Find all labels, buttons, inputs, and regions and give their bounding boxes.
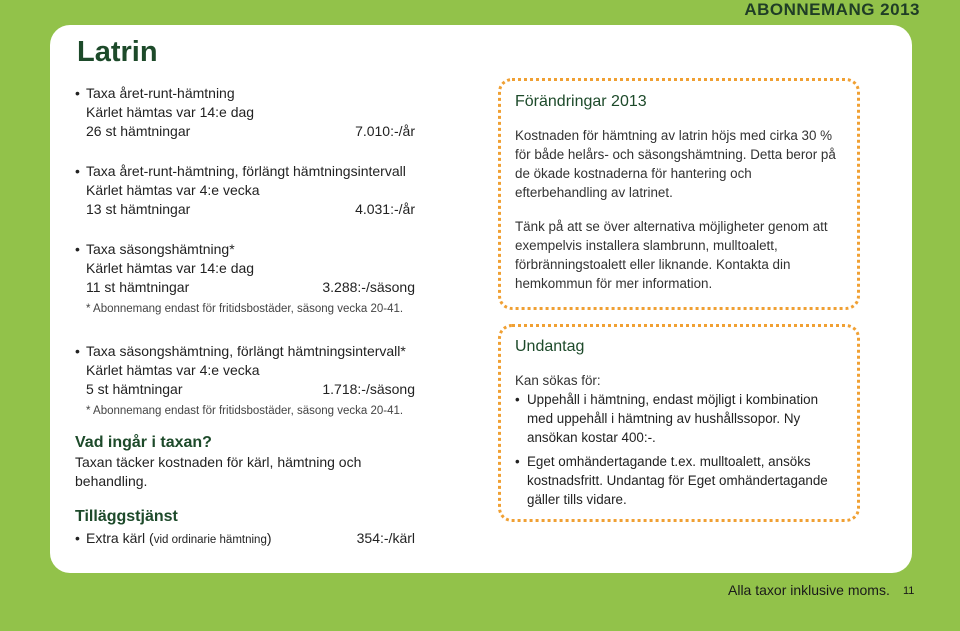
exceptions-list [515, 390, 843, 509]
tariff-frequency: Kärlet hämtas var 4:e vecka [86, 362, 260, 378]
tariff-count: 13 st hämtningar [86, 201, 191, 217]
extra-service-price: 354:-/kärl [356, 530, 415, 546]
bullet-icon: • [75, 241, 80, 257]
tariff-list [75, 84, 415, 550]
tariff-item [75, 84, 415, 141]
page-number: 11 [903, 585, 915, 597]
extra-service-detail: vid ordinarie hämtning [153, 534, 267, 546]
bullet-icon: • [75, 343, 80, 359]
bullet-icon: • [515, 454, 520, 469]
tariff-name: Taxa säsongshämtning* [86, 241, 235, 257]
footer-note: Alla taxor inklusive moms. [728, 582, 890, 598]
tariff-count: 5 st hämtningar [86, 381, 183, 397]
included-heading: Vad ingår i taxan? [75, 434, 212, 451]
changes-box [498, 78, 860, 310]
extra-service-heading: Tilläggstjänst [75, 508, 178, 525]
tariff-frequency: Kärlet hämtas var 14:e dag [86, 260, 255, 276]
tariff-frequency: Kärlet hämtas var 4:e vecka [86, 182, 260, 198]
tariff-item [75, 240, 415, 319]
extra-service-label: Extra kärl (vid ordinarie hämtning) [86, 530, 272, 546]
included-text: Taxan täcker kostnaden för kärl, hämtning och behandling. [75, 454, 362, 489]
list-item: • Eget omhändertagande t.ex. mulltoalett, ansöks kostnadsfritt. Undantag för Eget omhändertagande gäller tills vidare. [515, 454, 828, 507]
extra-service-row [75, 529, 415, 550]
tariff-price: 4.031:-/år [355, 201, 415, 217]
changes-heading: Förändringar 2013 [515, 93, 647, 110]
tariff-name: Taxa året-runt-hämtning [86, 85, 235, 101]
tariff-price: 7.010:-/år [355, 123, 415, 139]
exceptions-heading: Undantag [515, 338, 585, 355]
tariff-price: 1.718:-/säsong [322, 381, 415, 397]
bullet-icon: • [75, 85, 80, 101]
header-title: ABONNEMANG 2013 [744, 0, 920, 19]
tariff-note: * Abonnemang endast för fritidsbostäder, säsong vecka 20-41. [86, 405, 404, 417]
tariff-count: 26 st hämtningar [86, 123, 191, 139]
exceptions-box [498, 324, 860, 522]
bullet-icon: • [75, 530, 80, 546]
included-section [75, 433, 415, 491]
tariff-frequency: Kärlet hämtas var 14:e dag [86, 104, 255, 120]
tariff-name: Taxa säsongshämtning, förlängt hämtningsintervall* [86, 343, 406, 359]
bullet-icon: • [515, 392, 520, 407]
bullet-icon: • [75, 163, 80, 179]
tariff-item [75, 162, 415, 219]
tariff-item [75, 342, 415, 421]
list-item: • Uppehåll i hämtning, endast möjligt i kombination med uppehåll i hämtning av hushållssopor. Ny ansökan kostar 400:-. [515, 392, 819, 445]
exceptions-intro: Kan sökas för: [515, 373, 601, 388]
tariff-price: 3.288:-/säsong [322, 279, 415, 295]
tariff-note: * Abonnemang endast för fritidsbostäder, säsong vecka 20-41. [86, 303, 404, 315]
changes-paragraph: Kostnaden för hämtning av latrin höjs med cirka 30 % för både helårs- och säsongshämtning. Detta beror på de ökade kostnaderna för hantering och efterbehandling av latrinet. [515, 128, 836, 200]
page-title: Latrin [77, 36, 158, 68]
tariff-count: 11 st hämtningar [86, 279, 190, 295]
tariff-name: Taxa året-runt-hämtning, förlängt hämtningsintervall [86, 163, 406, 179]
changes-paragraph: Tänk på att se över alternativa möjligheter genom att exempelvis installera slambrunn, mulltoalett, förbränningstoalett eller liknande. Kontakta din hemkommun för mer information. [515, 219, 828, 291]
extra-service-section [75, 507, 415, 550]
